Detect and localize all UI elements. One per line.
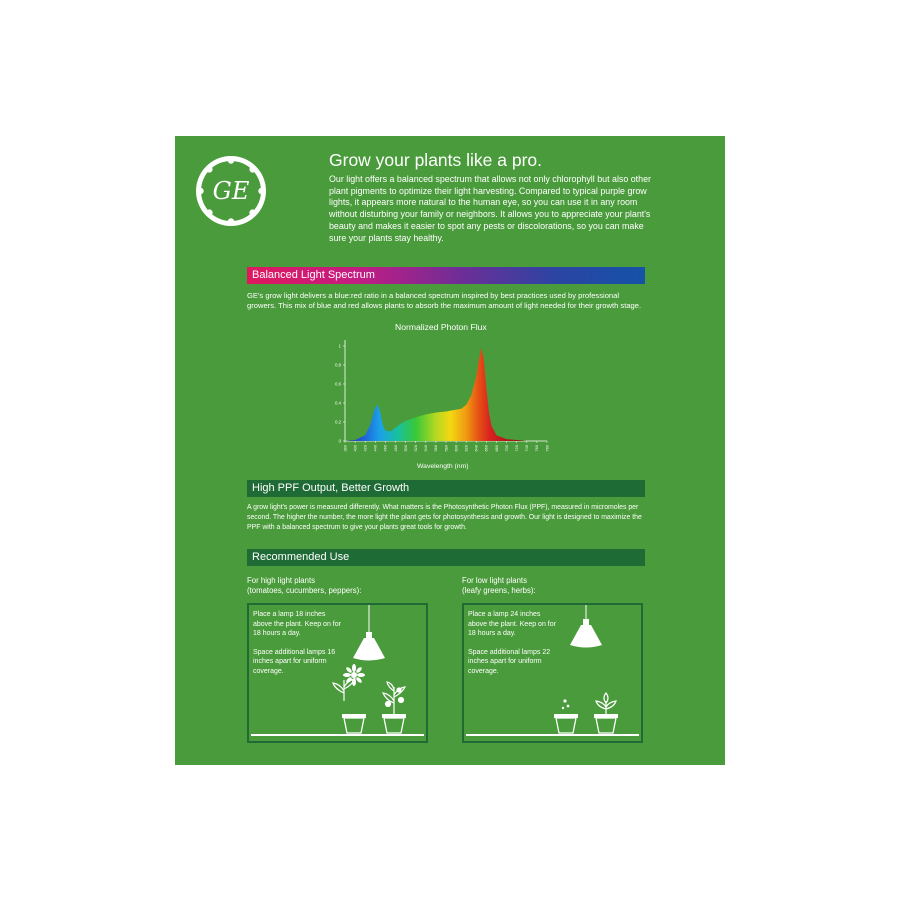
- y-tick-label: 0.6: [335, 381, 341, 387]
- ppf-section-body: A grow light's power is measured differently. What matters is the Photosynthetic Photon Flux (PPF), measured in micromoles per second. The higher the number, the more light the plant gets for photosynthesis and growth. Our light is designed to maximize the PPF with a balanced spectrum to give your plants great tools for growth.: [247, 504, 642, 532]
- high-light-plants-box: [247, 603, 428, 743]
- x-tick-label: 720: [514, 445, 519, 452]
- x-tick-label: 760: [534, 445, 540, 452]
- seedling-sprout-icon: [562, 699, 570, 709]
- x-tick-label: 660: [483, 445, 489, 452]
- spectrum-section-body: GE's grow light delivers a blue:red ratio in a balanced spectrum inspired by best practices used by professional growers. This mix of blue and red allows plants to absorb the maximum amount of light needed for their growth stage.: [247, 291, 642, 311]
- logo-monogram: GE: [212, 177, 250, 205]
- flowering-plant-icon: [333, 679, 355, 701]
- y-tick-label: 0: [338, 438, 341, 444]
- x-tick-label: 780: [544, 445, 550, 452]
- x-tick-label: 600: [453, 445, 459, 452]
- x-tick-label: 420: [362, 445, 368, 452]
- tomato-plant-icon: [383, 682, 405, 714]
- low-light-placement-text: Place a lamp 24 inches above the plant. Keep on for 18 hours a day.: [468, 611, 556, 638]
- hero-title: Grow your plants like a pro.: [329, 150, 543, 170]
- low-light-illustration: [464, 605, 641, 741]
- recommended-use-heading: Recommended Use: [247, 549, 645, 566]
- x-tick-label: 560: [433, 445, 439, 452]
- ppf-section-heading: High PPF Output, Better Growth: [247, 480, 645, 497]
- x-tick-label: 680: [493, 445, 499, 452]
- grow-lamp-icon: [570, 619, 602, 648]
- chart-title: Normalized Photon Flux: [395, 322, 487, 332]
- high-light-placement-text: Place a lamp 18 inches above the plant. Keep on for 18 hours a day.: [253, 611, 341, 638]
- flower-pot-right-icon: [382, 714, 406, 733]
- chart-x-axis-label: Wavelength (nm): [417, 463, 469, 470]
- small-pot-right-icon: [594, 714, 618, 733]
- high-light-spacing-text: Space additional lamps 16 inches apart for uniform coverage.: [253, 648, 336, 675]
- y-tick-label: 0.4: [335, 400, 341, 406]
- high-light-illustration: [249, 605, 426, 741]
- hero-description: Our light offers a balanced spectrum that allows not only chlorophyll but also other plant pigments to optimize their light harvesting. Compared to typical purple grow lights, it appears more natural to the human eye, so you can use it in any room without disturbing your family or neighbors. It allows you to appreciate your plant's beauty and makes it easier to spot any pests or discolorations, so you can make sure your plants stay healthy.: [329, 174, 651, 243]
- x-tick-label: 520: [413, 445, 418, 452]
- flower-head-icon: [343, 664, 365, 686]
- x-tick-label: 500: [402, 445, 408, 452]
- x-tick-label: 440: [372, 445, 378, 452]
- high-light-title-line2: (tomatoes, cucumbers, peppers):: [247, 586, 362, 595]
- y-tick-label: 1: [338, 343, 341, 349]
- leafy-herb-icon: [596, 693, 616, 714]
- x-tick-label: 380: [342, 445, 348, 452]
- low-light-plants-title: [462, 576, 536, 596]
- ge-logo: [195, 155, 267, 227]
- x-tick-label: 580: [443, 445, 449, 452]
- low-light-plants-box: [462, 603, 643, 743]
- x-tick-label: 400: [352, 445, 358, 452]
- x-tick-label: 640: [473, 445, 479, 452]
- flower-pot-left-icon: [342, 714, 366, 733]
- x-tick-label: 460: [382, 445, 388, 452]
- x-tick-label: 740: [524, 445, 530, 452]
- low-light-spacing-text: Space additional lamps 22 inches apart for uniform coverage.: [468, 648, 551, 675]
- x-tick-label: 540: [423, 445, 429, 452]
- photon-flux-chart: [325, 322, 565, 472]
- x-tick-label: 620: [463, 445, 469, 452]
- spectrum-area: [345, 348, 547, 441]
- y-tick-label: 0.2: [335, 419, 341, 425]
- x-tick-label: 700: [503, 445, 509, 452]
- product-info-panel: [175, 136, 725, 765]
- spectrum-section-heading: Balanced Light Spectrum: [247, 267, 645, 284]
- low-light-title-line2: (leafy greens, herbs):: [462, 586, 536, 595]
- low-light-title-line1: For low light plants: [462, 576, 528, 585]
- small-pot-left-icon: [554, 714, 578, 733]
- x-tick-label: 480: [392, 445, 398, 452]
- y-tick-label: 0.8: [335, 362, 341, 368]
- grow-lamp-icon: [353, 632, 385, 661]
- high-light-plants-title: [247, 576, 361, 596]
- high-light-title-line1: For high light plants: [247, 576, 316, 585]
- photon-flux-chart-svg: [325, 322, 565, 472]
